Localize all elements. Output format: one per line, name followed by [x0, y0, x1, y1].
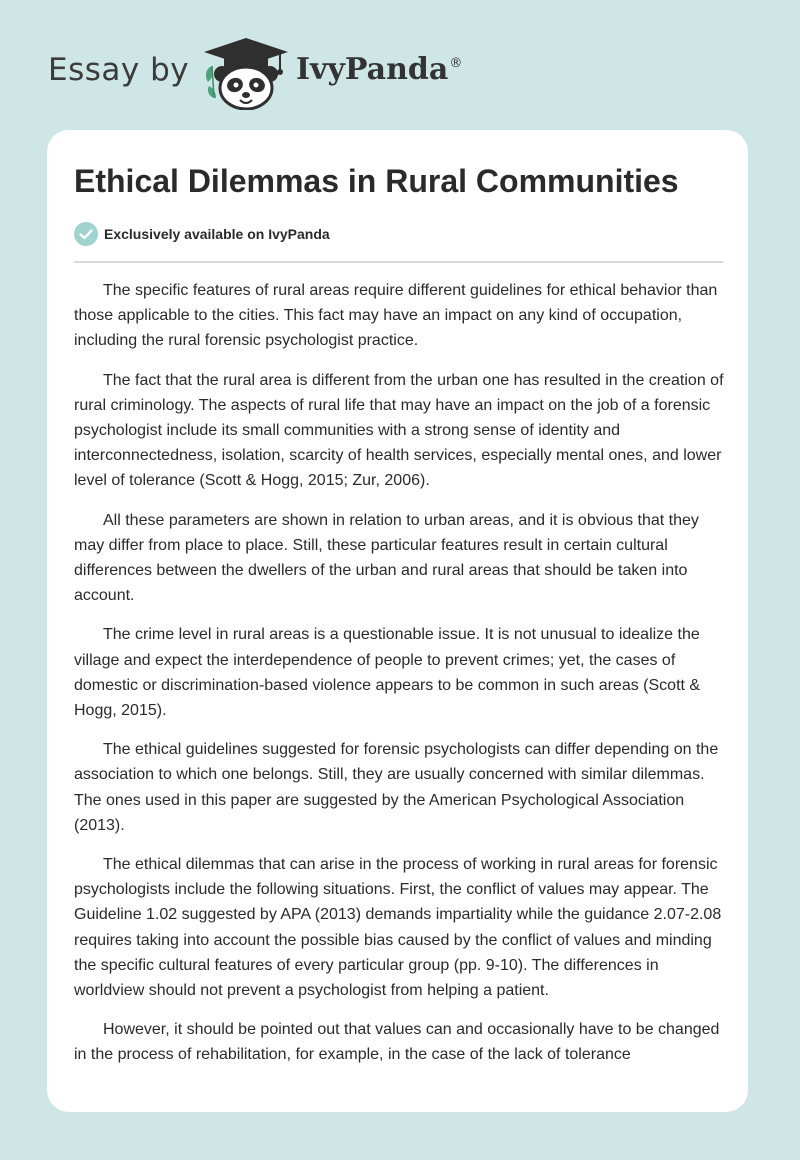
essay-body — [74, 278, 724, 1082]
check-icon — [74, 222, 98, 246]
paragraph: The specific features of rural areas require different guidelines for ethical behavior than those applicable to the cities. This fact may have an impact on any kind of occupation, including the rural forensic psychologist practice. — [74, 282, 718, 350]
page-title: Ethical Dilemmas in Rural Communities — [74, 163, 679, 199]
paragraph: All these parameters are shown in relation to urban areas, and it is obvious that they may differ from place to place. Still, these particular features result in certain cultural differences between the dwellers of the urban and rural areas that should be taken into account. — [74, 511, 699, 605]
paragraph: The ethical dilemmas that can arise in the process of working in rural areas for forensic psychologists include the following situations. First, the conflict of values may appear. The Guideline 1.02 suggested by APA (2013) demands impartiality while the guidance 2.07-2.08 requires taking into account the possible bias caused by the conflict of values and minding the specific cultural features of every particular group (pp. 9-10). The differences in worldview should not prevent a psychologist from helping a patient. — [74, 856, 722, 1000]
paragraph: The fact that the rural area is different from the urban one has resulted in the creation of rural criminology. The aspects of rural life that may have an impact on the job of a forensic psychologist include its small communities with a strong sense of identity and interconnectedness, isolation, scarcity of health services, especially mental ones, and lower level of tolerance (Scott & Hogg, 2015; Zur, 2006). — [74, 371, 724, 490]
site-header — [0, 0, 800, 130]
brand-name-text: IvyPanda — [296, 52, 449, 87]
brand-name[interactable] — [296, 52, 462, 87]
registered-mark: ® — [449, 56, 463, 71]
divider — [74, 261, 723, 263]
panda-graduate-icon[interactable] — [200, 36, 292, 110]
essay-card — [47, 130, 748, 1112]
paragraph: The ethical guidelines suggested for forensic psychologists can differ depending on the association to which one belongs. Still, they are usually concerned with similar dilemmas. The ones used in this paper are suggested by the American Psychological Association (2013). — [74, 741, 719, 834]
exclusive-badge — [74, 221, 330, 247]
paragraph: However, it should be pointed out that values can and occasionally have to be changed in the process of rehabilitation, for example, in the case of the lack of tolerance — [74, 1021, 720, 1064]
brand-prefix: Essay by — [48, 52, 190, 88]
paragraph: The crime level in rural areas is a questionable issue. It is not unusual to idealize the village and expect the interdependence of people to prevent crimes; yet, the cases of domestic or discrimination-based violence appears to be common in such areas (Scott & Hogg, 2015). — [74, 626, 701, 720]
exclusive-badge-text: Exclusively available on IvyPanda — [104, 226, 330, 242]
